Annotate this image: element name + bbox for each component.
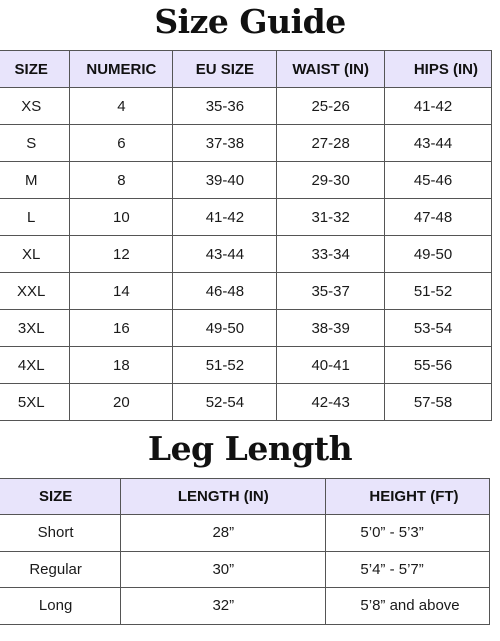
waist-cell: 27-28 [277, 125, 384, 162]
column-header-size: SIZE [0, 479, 121, 515]
column-header-hips: HIPS (IN) [384, 51, 491, 88]
table-row [0, 273, 492, 310]
column-header-numeric: NUMERIC [70, 51, 173, 88]
eu-size-cell: 51-52 [173, 347, 277, 384]
hips-cell: 43-44 [384, 125, 491, 162]
waist-cell: 40-41 [277, 347, 384, 384]
size-cell: Short [0, 515, 121, 552]
numeric-cell: 8 [70, 162, 173, 199]
leg-length-table [0, 478, 490, 625]
hips-cell: 41-42 [384, 88, 491, 125]
table-row [0, 310, 492, 347]
eu-size-cell: 49-50 [173, 310, 277, 347]
hips-cell: 47-48 [384, 199, 491, 236]
size-cell: 3XL [0, 310, 70, 347]
eu-size-cell: 35-36 [173, 88, 277, 125]
table-row [0, 347, 492, 384]
table-row [0, 199, 492, 236]
size-cell: M [0, 162, 70, 199]
table-row [0, 236, 492, 273]
table-row [0, 588, 490, 625]
hips-cell: 49-50 [384, 236, 491, 273]
numeric-cell: 20 [70, 384, 173, 421]
height-cell: 5’0” - 5’3” [326, 515, 490, 552]
leg-length-header-row [0, 479, 490, 515]
column-header-eu-size: EU SIZE [173, 51, 277, 88]
numeric-cell: 16 [70, 310, 173, 347]
height-cell: 5’4” - 5’7” [326, 551, 490, 588]
table-row [0, 384, 492, 421]
eu-size-cell: 37-38 [173, 125, 277, 162]
size-guide-table [0, 50, 492, 421]
table-row [0, 162, 492, 199]
table-row [0, 551, 490, 588]
waist-cell: 42-43 [277, 384, 384, 421]
leg-length-title: Leg Length [147, 429, 353, 468]
table-row [0, 125, 492, 162]
size-cell: XL [0, 236, 70, 273]
column-header-size: SIZE [0, 51, 70, 88]
hips-cell: 57-58 [384, 384, 491, 421]
size-cell: Regular [0, 551, 121, 588]
column-header-waist: WAIST (IN) [277, 51, 384, 88]
waist-cell: 33-34 [277, 236, 384, 273]
size-guide-title: Size Guide [154, 2, 346, 41]
hips-cell: 53-54 [384, 310, 491, 347]
waist-cell: 25-26 [277, 88, 384, 125]
eu-size-cell: 43-44 [173, 236, 277, 273]
waist-cell: 38-39 [277, 310, 384, 347]
hips-cell: 51-52 [384, 273, 491, 310]
size-cell: XXL [0, 273, 70, 310]
numeric-cell: 14 [70, 273, 173, 310]
hips-cell: 45-46 [384, 162, 491, 199]
column-header-height: HEIGHT (FT) [326, 479, 490, 515]
table-row [0, 515, 490, 552]
waist-cell: 35-37 [277, 273, 384, 310]
numeric-cell: 10 [70, 199, 173, 236]
eu-size-cell: 52-54 [173, 384, 277, 421]
eu-size-cell: 39-40 [173, 162, 277, 199]
size-cell: XS [0, 88, 70, 125]
size-cell: S [0, 125, 70, 162]
eu-size-cell: 41-42 [173, 199, 277, 236]
size-cell: L [0, 199, 70, 236]
waist-cell: 31-32 [277, 199, 384, 236]
numeric-cell: 4 [70, 88, 173, 125]
size-cell: 5XL [0, 384, 70, 421]
size-cell: 4XL [0, 347, 70, 384]
eu-size-cell: 46-48 [173, 273, 277, 310]
column-header-length: LENGTH (IN) [121, 479, 326, 515]
size-guide-header-row [0, 51, 492, 88]
size-cell: Long [0, 588, 121, 625]
numeric-cell: 12 [70, 236, 173, 273]
hips-cell: 55-56 [384, 347, 491, 384]
numeric-cell: 6 [70, 125, 173, 162]
length-cell: 30” [121, 551, 326, 588]
waist-cell: 29-30 [277, 162, 384, 199]
height-cell: 5’8” and above [326, 588, 490, 625]
length-cell: 32” [121, 588, 326, 625]
numeric-cell: 18 [70, 347, 173, 384]
length-cell: 28” [121, 515, 326, 552]
table-row [0, 88, 492, 125]
